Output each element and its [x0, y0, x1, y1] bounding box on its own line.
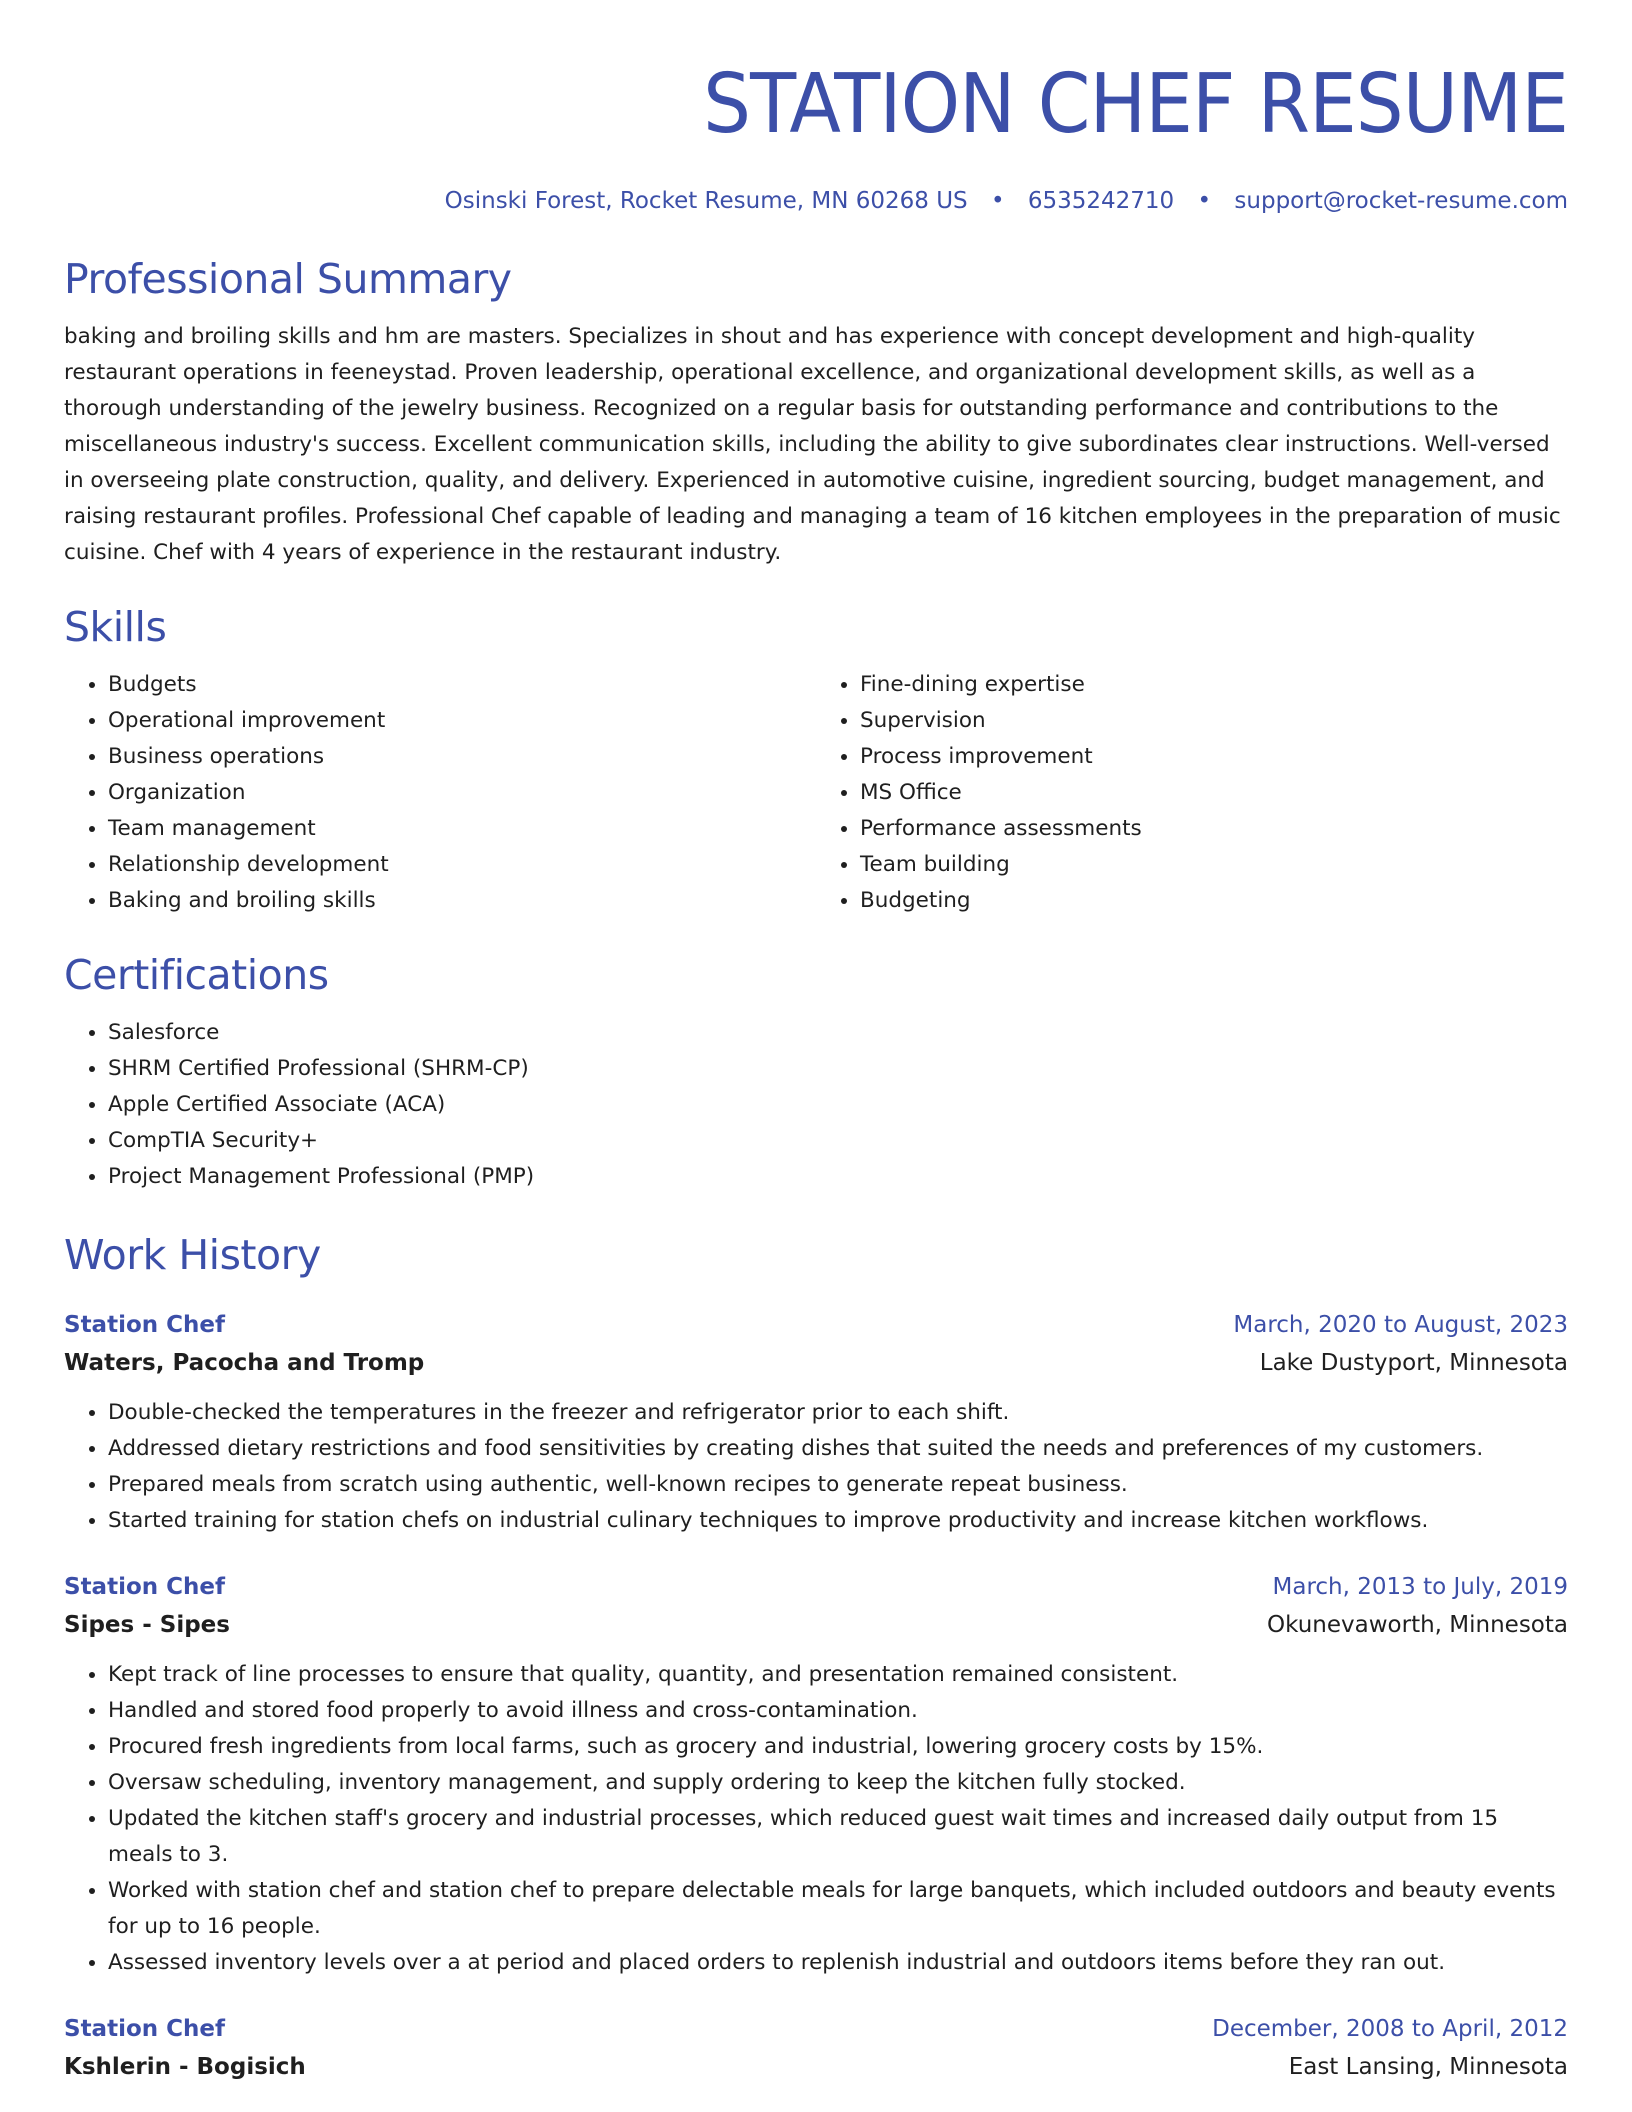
skill-item: • Fine-dining expertise: [860, 667, 1568, 703]
certification-item: • Salesforce: [108, 1015, 1568, 1051]
job-bullet: • Updated the kitchen staff's grocery and industrial processes, which reduced guest wait times and increased daily output from 15 meals to 3.: [108, 1801, 1568, 1873]
job-bullet: • Oversaw scheduling, inventory management, and supply ordering to keep the kitchen fully stocked.: [108, 1765, 1568, 1801]
certifications-list: [64, 1015, 1568, 1195]
job-company: Waters, Pacocha and Tromp: [64, 1350, 425, 1376]
certification-item: • CompTIA Security+: [108, 1123, 1568, 1159]
job-bullet: • Kept track of line processes to ensure that quality, quantity, and presentation remained consistent.: [108, 1657, 1568, 1693]
job-title: Station Chef: [64, 1312, 225, 1338]
skill-item: • Operational improvement: [108, 703, 816, 739]
contact-separator: •: [1197, 188, 1212, 214]
job-bullet: • Assessed inventory levels over a at period and placed orders to replenish industrial and outdoors items before they ran out.: [108, 1945, 1568, 1981]
contact-address: Osinski Forest, Rocket Resume, MN 60268 US: [444, 188, 968, 214]
certifications-heading: Certifications: [64, 951, 329, 999]
job-entry: [64, 1307, 1568, 1539]
work-history-heading: Work History: [64, 1231, 321, 1279]
job-header-row: [64, 2011, 1568, 2047]
skill-item: • Performance assessments: [860, 811, 1568, 847]
skills-list-left: [64, 667, 816, 919]
skill-item: • Relationship development: [108, 847, 816, 883]
resume-header: [64, 0, 1568, 217]
skill-item: • Team building: [860, 847, 1568, 883]
job-bullet: • Addressed dietary restrictions and food sensitivities by creating dishes that suited the needs and preferences of my customers.: [108, 1431, 1568, 1467]
skill-item: • Team management: [108, 811, 816, 847]
skill-item: • Organization: [108, 775, 816, 811]
job-bullet: • Worked with station chef and station chef to prepare delectable meals for large banquets, which included outdoors and beauty events for up to 16 people.: [108, 1873, 1568, 1945]
certification-item: • Apple Certified Associate (ACA): [108, 1087, 1568, 1123]
certification-item: • SHRM Certified Professional (SHRM-CP): [108, 1051, 1568, 1087]
skill-item: • Baking and broiling skills: [108, 883, 816, 919]
job-company-row: [64, 2047, 1568, 2087]
job-company-row: [64, 1605, 1568, 1645]
job-bullet: • Double-checked the temperatures in the freezer and refrigerator prior to each shift.: [108, 1395, 1568, 1431]
skills-columns: [64, 667, 1568, 919]
job-bullet: • Prepared meals from scratch using authentic, well-known recipes to generate repeat business.: [108, 1467, 1568, 1503]
contact-separator: •: [990, 188, 1005, 214]
skill-item: • MS Office: [860, 775, 1568, 811]
job-bullet: • Procured fresh ingredients from local farms, such as grocery and industrial, lowering grocery costs by 15%.: [108, 1729, 1568, 1765]
skills-list-right: [816, 667, 1568, 919]
job-company-row: [64, 1343, 1568, 1383]
summary-text: baking and broiling skills and hm are masters. Specializes in shout and has experience with concept development and high-quality restaurant operations in feeneystad. Proven leadership, operational excellence, and organizational development skills, as well as a thorough understanding of the jewelry business. Recognized on a regular basis for outstanding performance and contributions to the miscellaneous industry's success. Excellent communication skills, including the ability to give subordinates clear instructions. Well-versed in overseeing plate construction, quality, and delivery. Experienced in automotive cuisine, ingredient sourcing, budget management, and raising restaurant profiles. Professional Chef capable of leading and managing a team of 16 kitchen employees in the preparation of music cuisine. Chef with 4 years of experience in the restaurant industry.: [64, 324, 1561, 565]
job-company: Sipes - Sipes: [64, 1612, 230, 1638]
job-entry: [64, 2011, 1568, 2087]
job-bullet: • Handled and stored food properly to avoid illness and cross-contamination.: [108, 1693, 1568, 1729]
job-dates: March, 2020 to August, 2023: [1233, 1312, 1568, 1338]
job-location: Lake Dustyport, Minnesota: [1259, 1350, 1568, 1376]
contact-email[interactable]: support@rocket-resume.com: [1234, 188, 1568, 214]
job-bullets: [64, 1395, 1568, 1539]
job-entry: [64, 1569, 1568, 1981]
job-dates: March, 2013 to July, 2019: [1272, 1574, 1568, 1600]
certification-item: • Project Management Professional (PMP): [108, 1159, 1568, 1195]
skill-item: • Process improvement: [860, 739, 1568, 775]
skill-item: • Budgets: [108, 667, 816, 703]
job-bullet: • Started training for station chefs on industrial culinary techniques to improve productivity and increase kitchen workflows.: [108, 1503, 1568, 1539]
summary-heading: Professional Summary: [64, 255, 512, 303]
job-header-row: [64, 1307, 1568, 1343]
skill-item: • Budgeting: [860, 883, 1568, 919]
job-bullets: [64, 1657, 1568, 1981]
contact-phone[interactable]: 6535242710: [1027, 188, 1175, 214]
skill-item: • Supervision: [860, 703, 1568, 739]
job-company: Kshlerin - Bogisich: [64, 2054, 306, 2080]
job-location: Okunevaworth, Minnesota: [1267, 1612, 1568, 1638]
skill-item: • Business operations: [108, 739, 816, 775]
resume-title: STATION CHEF RESUME: [703, 57, 1568, 152]
job-dates: December, 2008 to April, 2012: [1212, 2016, 1568, 2042]
job-header-row: [64, 1569, 1568, 1605]
contact-line: [64, 185, 1568, 217]
job-title: Station Chef: [64, 1574, 225, 1600]
job-title: Station Chef: [64, 2016, 225, 2042]
job-location: East Lansing, Minnesota: [1288, 2054, 1568, 2080]
skills-heading: Skills: [64, 603, 167, 651]
